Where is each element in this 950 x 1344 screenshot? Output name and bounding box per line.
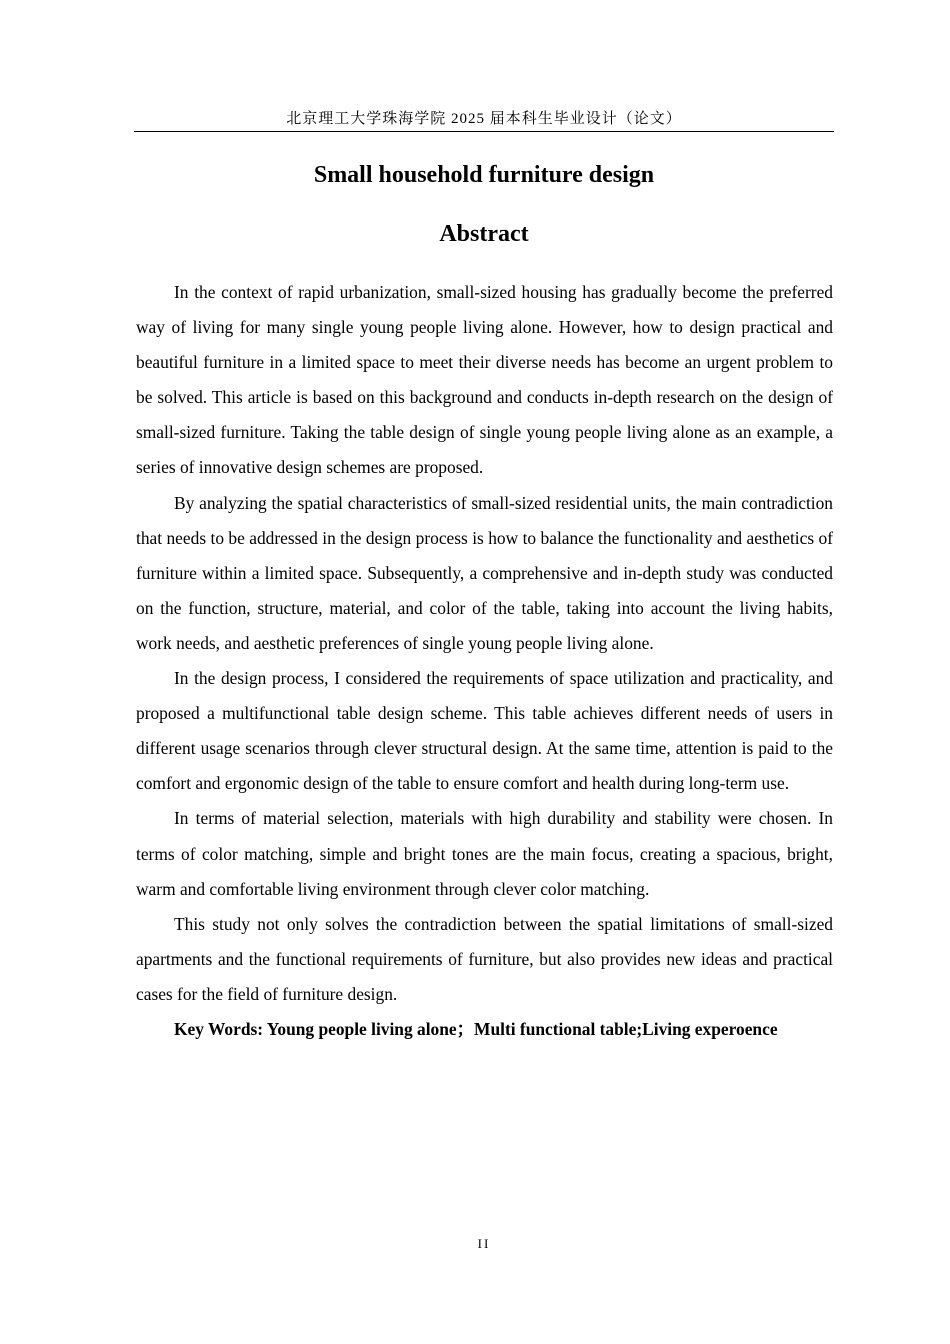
abstract-paragraph-5: This study not only solves the contradiction between the spatial limitations of small-sized apartments and the functional requirements of furniture, but also provides new ideas and practical cases for the field of furniture design. xyxy=(136,913,833,1004)
abstract-paragraph-1: In the context of rapid urbanization, small-sized housing has gradually become the preferred way of living for many single young people living alone. However, how to design practical and beautiful furniture in a limited space to meet their diverse needs has become an urgent problem to be solved. This article is based on this background and conducts in-depth research on the design of small-sized furniture. Taking the table design of single young people living alone as an example, a series of innovative design schemes are proposed. xyxy=(136,282,833,478)
abstract-paragraph-2: By analyzing the spatial characteristics of small-sized residential units, the main contradiction that needs to be addressed in the design process is how to balance the functionality and aesthetics of furniture within a limited space. Subsequently, a comprehensive and in-depth study was conducted on the function, structure, material, and color of the table, taking into account the living habits, work needs, and aesthetic preferences of single young people living alone. xyxy=(136,492,833,653)
document-title: Small household furniture design xyxy=(313,162,655,188)
page-number: II xyxy=(477,1236,491,1251)
header-divider xyxy=(134,131,834,132)
section-heading-abstract: Abstract xyxy=(439,221,529,247)
keywords-line: Key Words: Young people living alone；Multi functional table;Living experoence xyxy=(174,1018,778,1039)
abstract-paragraph-4: In terms of material selection, materials with high durability and stability were chosen. In terms of color matching, simple and bright tones are the main focus, creating a spacious, bright, warm and comfortable living environment through clever color matching. xyxy=(136,808,833,899)
running-header: 北京理工大学珠海学院 2025 届本科生毕业设计（论文） xyxy=(286,111,682,127)
abstract-body xyxy=(136,275,833,1047)
abstract-paragraph-3: In the design process, I considered the requirements of space utilization and practicality, and proposed a multifunctional table design scheme. This table achieves different needs of users in different usage scenarios through clever structural design. At the same time, attention is paid to the comfort and ergonomic design of the table to ensure comfort and health during long-term use. xyxy=(136,668,833,794)
